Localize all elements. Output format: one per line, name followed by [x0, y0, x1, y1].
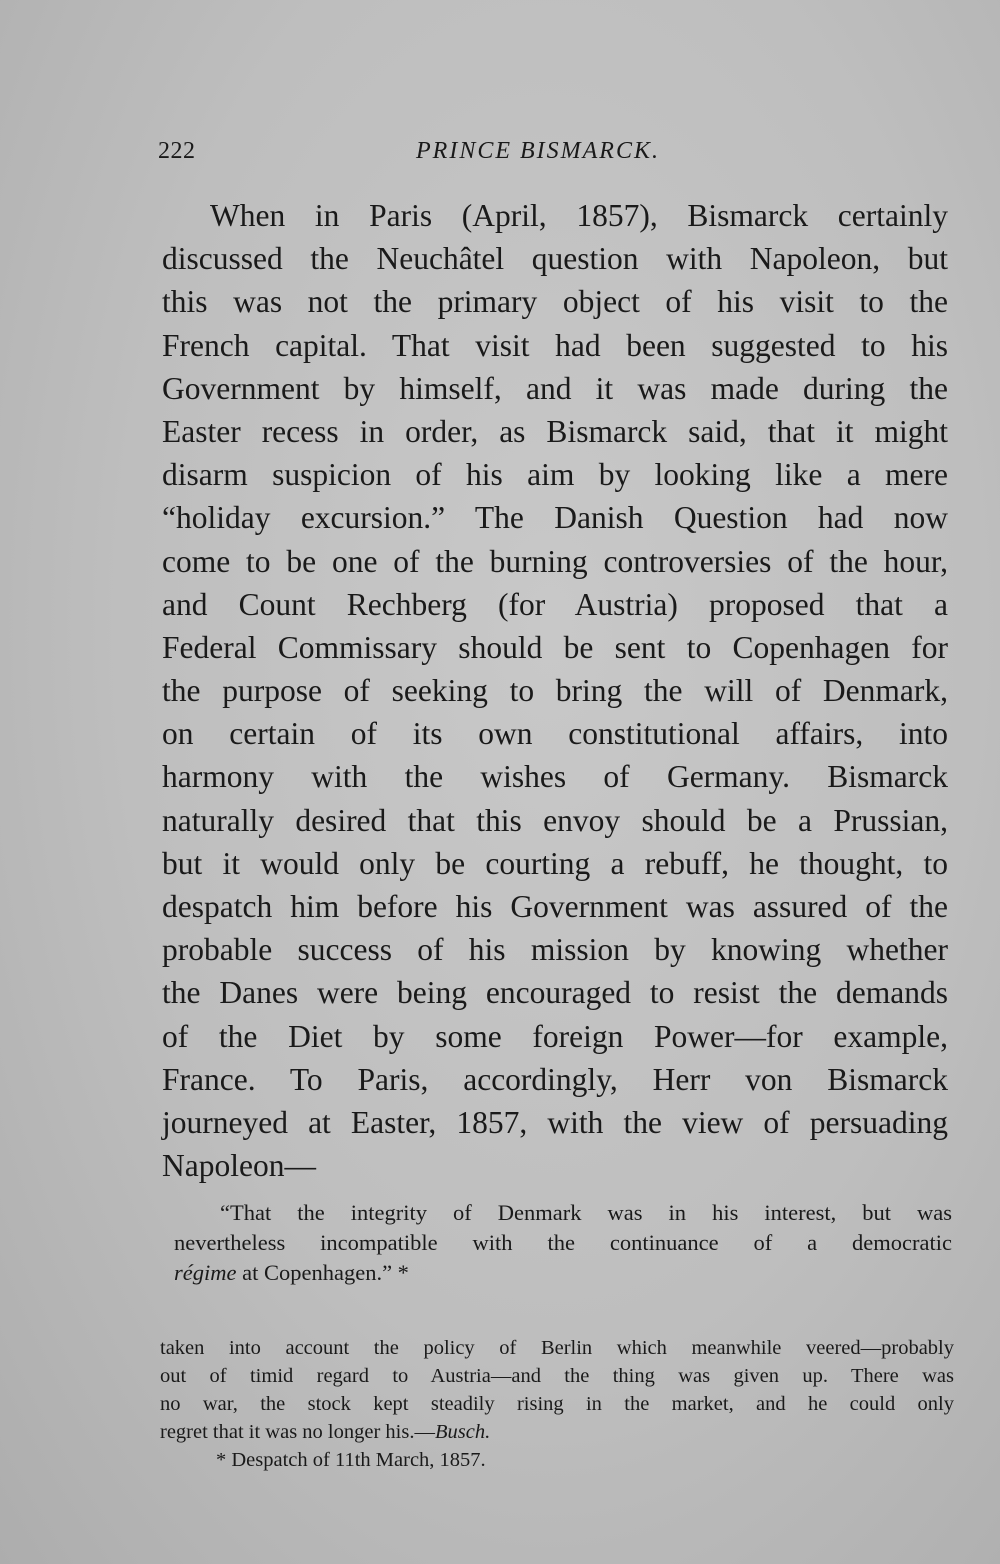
body-line: come to be one of the burning controversies of the hour, — [162, 543, 948, 579]
quote-line — [174, 1258, 952, 1288]
footnotes — [160, 1334, 954, 1474]
body-paragraph — [162, 194, 948, 1187]
body-line: but it would only be courting a rebuff, he thought, to — [162, 845, 948, 881]
body-line: Federal Commissary should be sent to Copenhagen for — [162, 629, 948, 665]
body-line: despatch him before his Government was assured of the — [162, 889, 948, 924]
body-line: this was not the primary object of his visit to the — [162, 284, 948, 320]
body-line: discussed the Neuchâtel question with Napoleon, but — [162, 241, 948, 277]
body-line: the purpose of seeking to bring the will of Denmark, — [162, 673, 948, 709]
running-head: PRINCE BISMARCK. — [416, 138, 660, 164]
quote-line-rest: at Copenhagen.” * — [236, 1260, 409, 1285]
body-line: Easter recess in order, as Bismarck said, that it might — [162, 413, 948, 449]
body-line: disarm suspicion of his aim by looking like a mere — [162, 457, 948, 493]
body-line: naturally desired that this envoy should be a Prussian, — [162, 802, 948, 838]
body-line: France. To Paris, accordingly, Herr von Bismarck — [162, 1061, 948, 1097]
body-line: harmony with the wishes of Germany. Bismarck — [162, 759, 948, 795]
footnote-line: taken into account the policy of Berlin which meanwhile veered—probably — [160, 1337, 954, 1359]
body-line: journeyed at Easter, 1857, with the view of persuading — [162, 1104, 948, 1140]
quote-italic-word: régime — [174, 1260, 237, 1285]
footnote-line — [160, 1418, 954, 1446]
page-header — [158, 138, 948, 174]
body-line: French capital. That visit had been suggested to his — [162, 327, 948, 363]
body-line: and Count Rechberg (for Austria) proposed that a — [162, 586, 948, 622]
page-number: 222 — [158, 138, 196, 164]
body-line: Napoleon— — [162, 1148, 316, 1184]
body-line: When in Paris (April, 1857), Bismarck certainly — [210, 198, 948, 233]
body-line: Government by himself, and it was made during the — [162, 370, 948, 406]
block-quote — [174, 1198, 952, 1288]
body-line: of the Diet by some foreign Power—for example, — [162, 1018, 948, 1054]
body-line: the Danes were being encouraged to resist the demands — [162, 975, 948, 1011]
body-line: “holiday excursion.” The Danish Question had now — [162, 500, 948, 536]
footnote-text: regret that it was no longer his.— — [160, 1421, 435, 1443]
footnote-line: out of timid regard to Austria—and the thing was given up. There was — [160, 1365, 954, 1387]
footnote-line: no war, the stock kept steadily rising in the market, and he could only — [160, 1393, 954, 1415]
footnote-source: Busch. — [434, 1421, 491, 1443]
quote-line: “That the integrity of Denmark was in his interest, but was — [220, 1200, 952, 1225]
quote-line: nevertheless incompatible with the continuance of a democratic — [174, 1230, 952, 1255]
body-line: probable success of his mission by knowing whether — [162, 932, 948, 968]
star-footnote: * Despatch of 11th March, 1857. — [216, 1449, 486, 1471]
body-line: on certain of its own constitutional affairs, into — [162, 716, 948, 752]
